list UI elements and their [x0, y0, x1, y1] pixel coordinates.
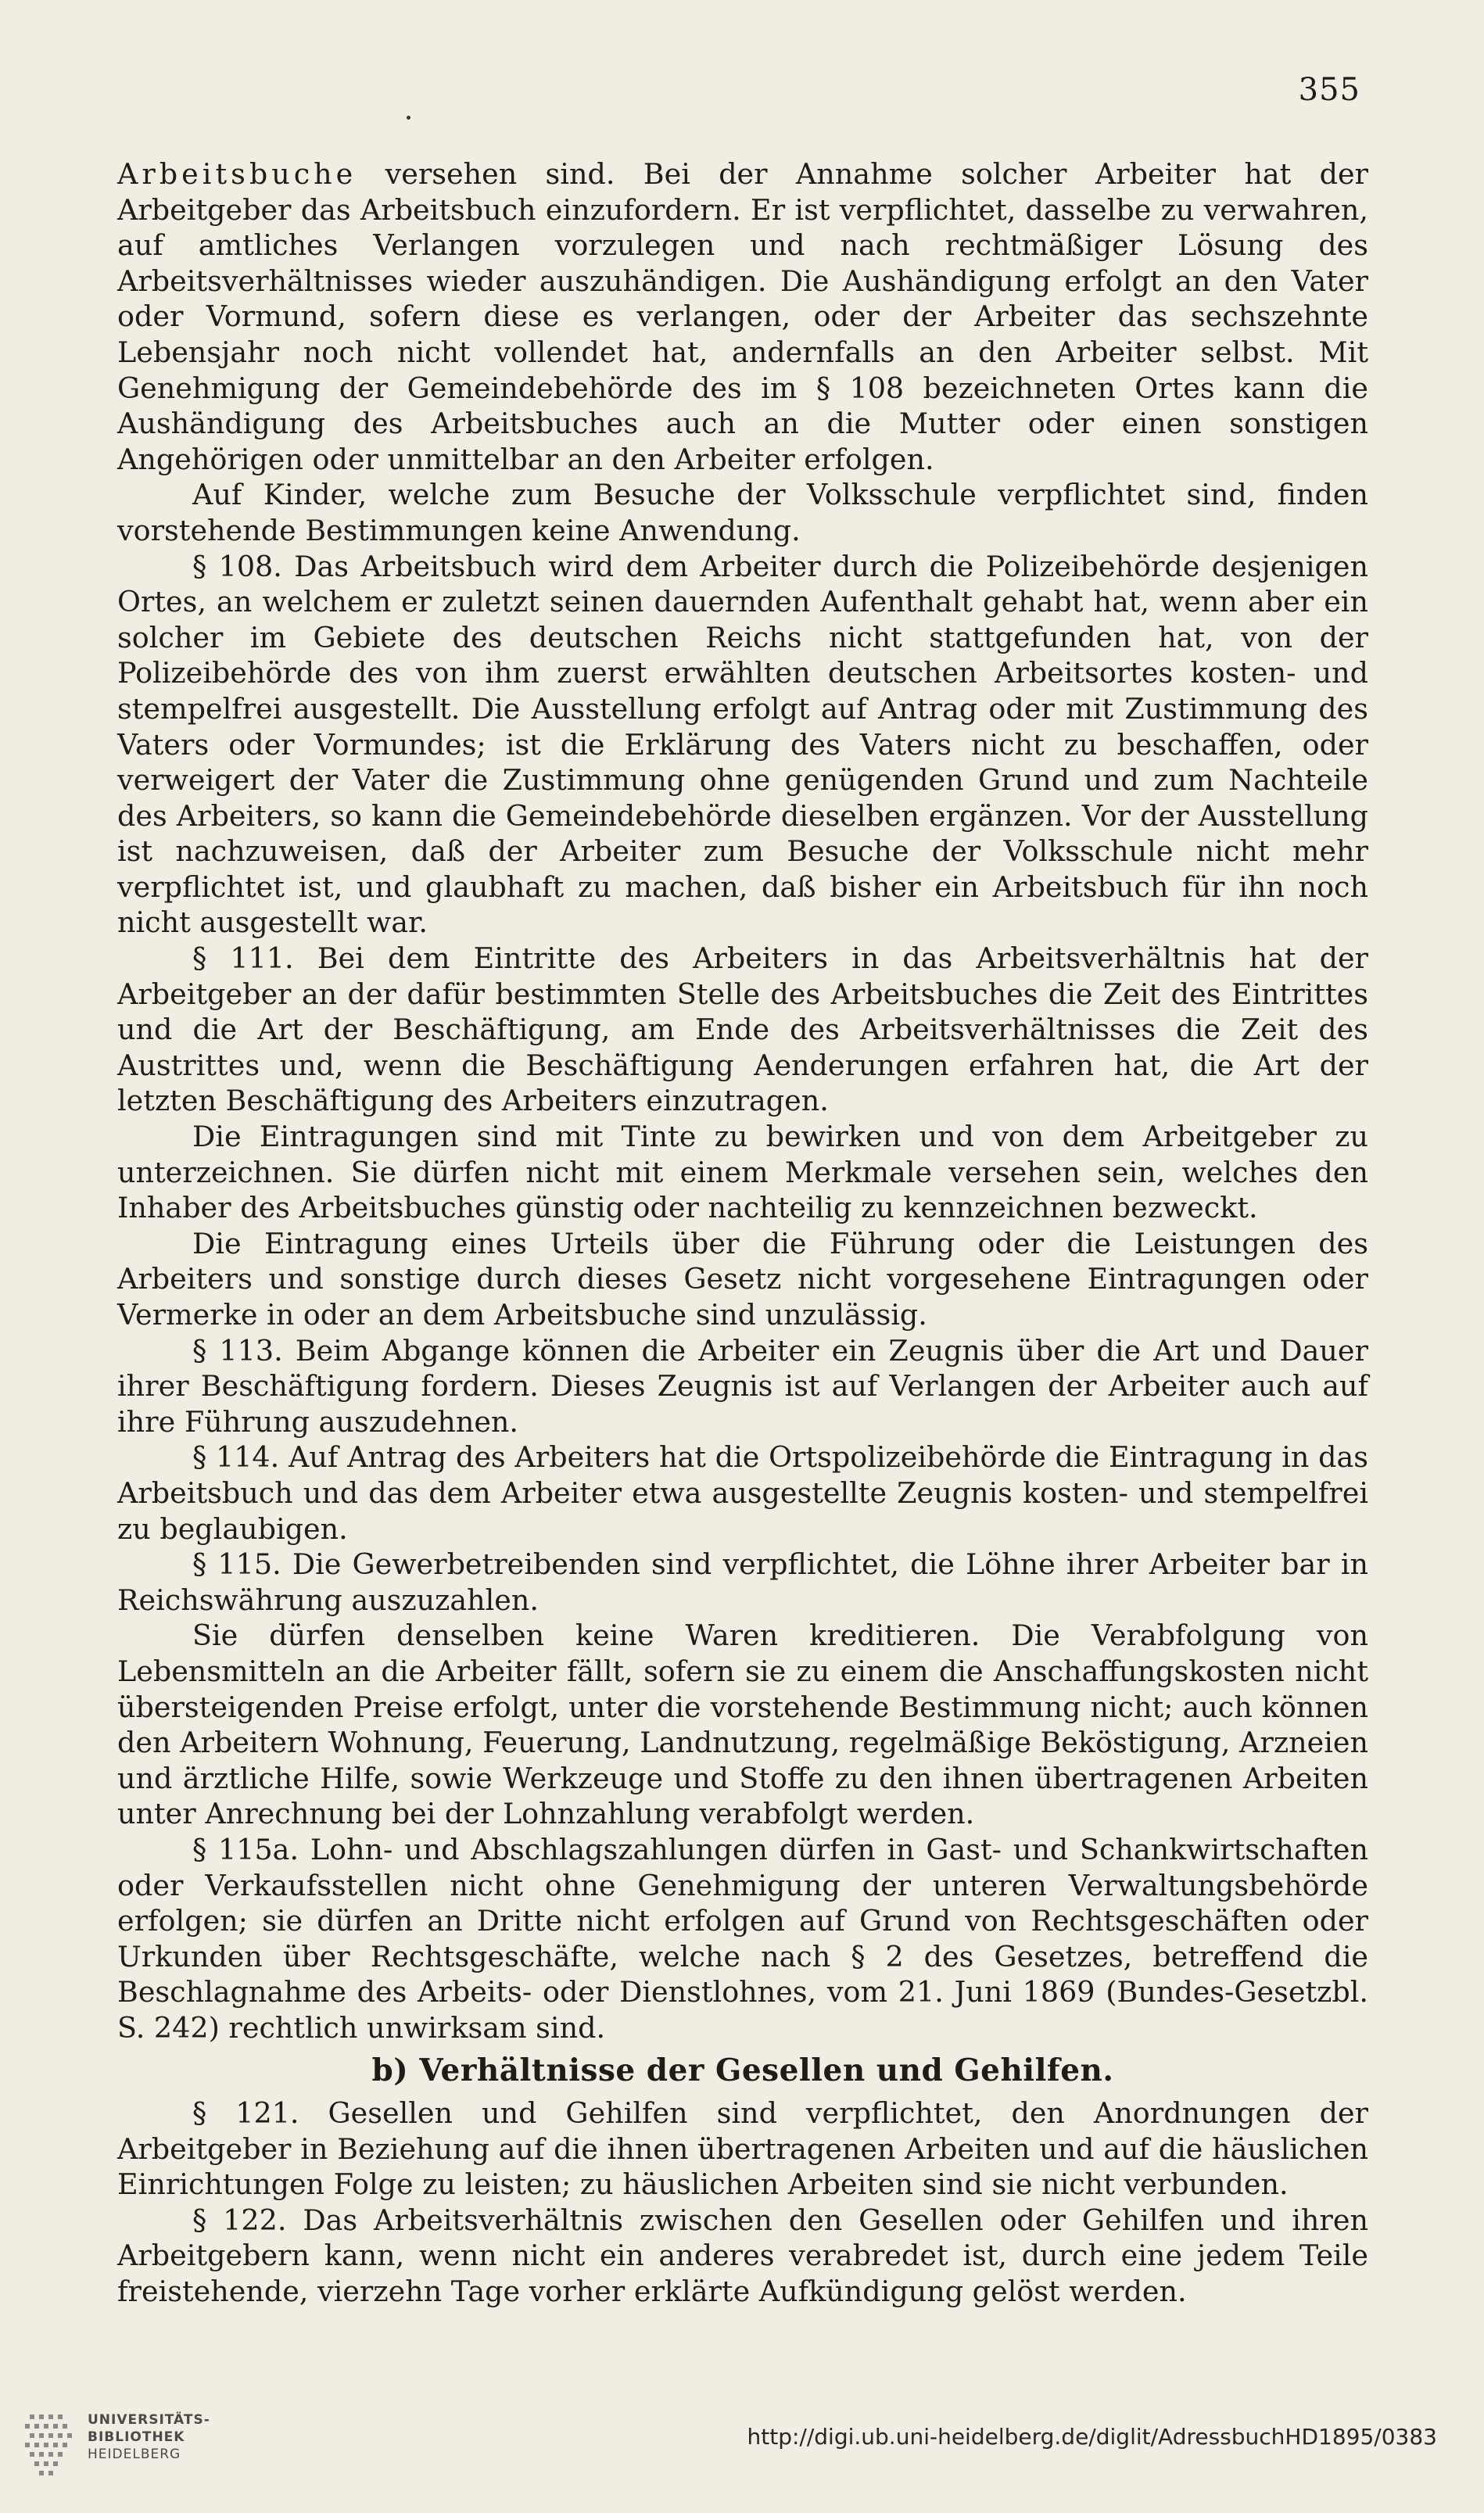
paragraph: Auf Kinder, welche zum Besuche der Volksschule verpflichtet sind, finden vorstehende Bestimmungen keine Anwendung.	[117, 478, 1368, 547]
paragraph: § 121. Gesellen und Gehilfen sind verpflichtet, den Anordnungen der Arbeitgeber in Beziehung auf die ihnen übertragenen Arbeiten und auf die häuslichen Einrichtungen Folge zu leisten; zu häuslichen Arbeiten sind sie nicht verbunden.	[117, 2096, 1368, 2202]
footer	[0, 2393, 1484, 2513]
paragraph: § 111. Bei dem Eintritte des Arbeiters in das Arbeitsverhältnis hat der Arbeitgeber an der dafür bestimmten Stelle des Arbeitsbuches die Zeit des Eintrittes und die Art der Beschäftigung, am Ende des Arbeitsverhältnisses die Zeit des Austrittes und, wenn die Beschäftigung Aenderungen erfahren hat, die Art der letzten Beschäftigung des Arbeiters einzutragen.	[117, 941, 1368, 1118]
spaced-word: Arbeitsbuche	[117, 157, 357, 191]
paragraph: Die Eintragung eines Urteils über die Führung oder die Leistungen des Arbeiters und sonstige durch dieses Gesetz nicht vorgesehene Eintragungen oder Vermerke in oder an dem Arbeitsbuche sind unzulässig.	[117, 1226, 1368, 1332]
paragraph: Die Eintragungen sind mit Tinte zu bewirken und von dem Arbeitgeber zu unterzeichnen. Sie dürfen nicht mit einem Merkmale versehen sein, welches den Inhaber des Arbeitsbuches günstig oder nachteilig zu kennzeichnen bezweckt.	[117, 1120, 1368, 1225]
paragraph-text: versehen sind. Bei der Annahme solcher Arbeiter hat der Arbeitgeber das Arbeitsbuch einzufordern. Er ist verpflichtet, dasselbe zu verwahren, auf amtliches Verlangen vorzulegen und nach rechtmäßiger Lösung des Arbeitsverhältnisses wieder auszuhändigen. Die Aushändigung erfolgt an den Vater oder Vormund, sofern diese es verlangen, oder der Arbeiter das sechszehnte Lebensjahr noch nicht vollendet hat, andernfalls an den Arbeiter selbst. Mit Genehmigung der Gemeindebehörde des im § 108 bezeichneten Ortes kann die Aushändigung des Arbeitsbuches auch an die Mutter oder einen sonstigen Angehörigen oder unmittelbar an den Arbeiter erfolgen.	[117, 157, 1368, 476]
section-heading: b) Verhältnisse der Gesellen und Gehilfen.	[371, 2052, 1114, 2089]
paragraph	[117, 156, 1368, 477]
paragraph: § 115. Die Gewerbetreibenden sind verpflichtet, die Löhne ihrer Arbeiter bar in Reichswährung auszuzahlen.	[117, 1547, 1368, 1617]
document-body	[117, 156, 1368, 2310]
paragraph: § 108. Das Arbeitsbuch wird dem Arbeiter durch die Polizeibehörde desjenigen Ortes, an welchem er zuletzt seinen dauernden Aufenthalt gehabt hat, wenn aber ein solcher im Gebiete des deutschen Reichs nicht stattgefunden hat, von der Polizeibehörde des von ihm zuerst erwählten deutschen Arbeitsortes kosten- und stempelfrei ausgestellt. Die Ausstellung erfolgt auf Antrag oder mit Zustimmung des Vaters oder Vormundes; ist die Erklärung des Vaters nicht zu beschaffen, oder verweigert der Vater die Zustimmung ohne genügenden Grund und zum Nachteile des Arbeiters, so kann die Gemeindebehörde dieselben ergänzen. Vor der Ausstellung ist nachzuweisen, daß der Arbeiter zum Besuche der Volksschule nicht mehr verpflichtet ist, und glaubhaft zu machen, daß bisher ein Arbeitsbuch für ihn noch nicht ausgestellt war.	[117, 549, 1368, 940]
source-url-link[interactable]: http://digi.ub.uni-heidelberg.de/diglit/AdressbuchHD1895/0383	[747, 2424, 1437, 2450]
page-number: 355	[1298, 72, 1360, 108]
paragraph: § 113. Beim Abgange können die Arbeiter ein Zeugnis über die Art und Dauer ihrer Beschäftigung fordern. Dieses Zeugnis ist auf Verlangen der Arbeiter auch auf ihre Führung auszudehnen.	[117, 1333, 1368, 1439]
paragraph: § 115a. Lohn- und Abschlagszahlungen dürfen in Gast- und Schankwirtschaften oder Verkaufsstellen nicht ohne Genehmigung der unteren Verwaltungsbehörde erfolgen; sie dürfen an Dritte nicht erfolgen auf Grund von Rechtsgeschäften oder Urkunden über Rechtsgeschäfte, welche nach § 2 des Gesetzes, betreffend die Beschlagnahme des Arbeits- oder Dienstlohnes, vom 21. Juni 1869 (Bundes-Gesetzbl. S. 242) rechtlich unwirksam sind.	[117, 1832, 1368, 2045]
paragraph: § 122. Das Arbeitsverhältnis zwischen den Gesellen oder Gehilfen und ihren Arbeitgebern kann, wenn nicht ein anderes verabredet ist, durch eine jedem Teile freistehende, vierzehn Tage vorher erklärte Aufkündigung gelöst werden.	[117, 2203, 1368, 2309]
print-speck	[407, 116, 410, 120]
paragraph: § 114. Auf Antrag des Arbeiters hat die Ortspolizeibehörde die Eintragung in das Arbeitsbuch und das dem Arbeiter etwa ausgestellte Zeugnis kosten- und stempelfrei zu beglaubigen.	[117, 1440, 1368, 1546]
library-name-line: BIBLIOTHEK	[88, 2429, 185, 2445]
library-name-line: HEIDELBERG	[88, 2447, 181, 2462]
university-library-logo-icon	[23, 2407, 80, 2485]
paragraph: Sie dürfen denselben keine Waren kreditieren. Die Verabfolgung von Lebensmitteln an die Arbeiter fällt, sofern sie zu einem die Anschaffungskosten nicht übersteigenden Preise erfolgt, unter die vorstehende Bestimmung nicht; auch können den Arbeitern Wohnung, Feuerung, Landnutzung, regelmäßige Beköstigung, Arzneien und ärztliche Hilfe, sowie Werkzeuge und Stoffe zu den ihnen übertragenen Arbeiten unter Anrechnung bei der Lohnzahlung verabfolgt werden.	[117, 1619, 1368, 1831]
library-name-line: UNIVERSITÄTS-	[88, 2412, 210, 2428]
library-name	[88, 2411, 210, 2463]
